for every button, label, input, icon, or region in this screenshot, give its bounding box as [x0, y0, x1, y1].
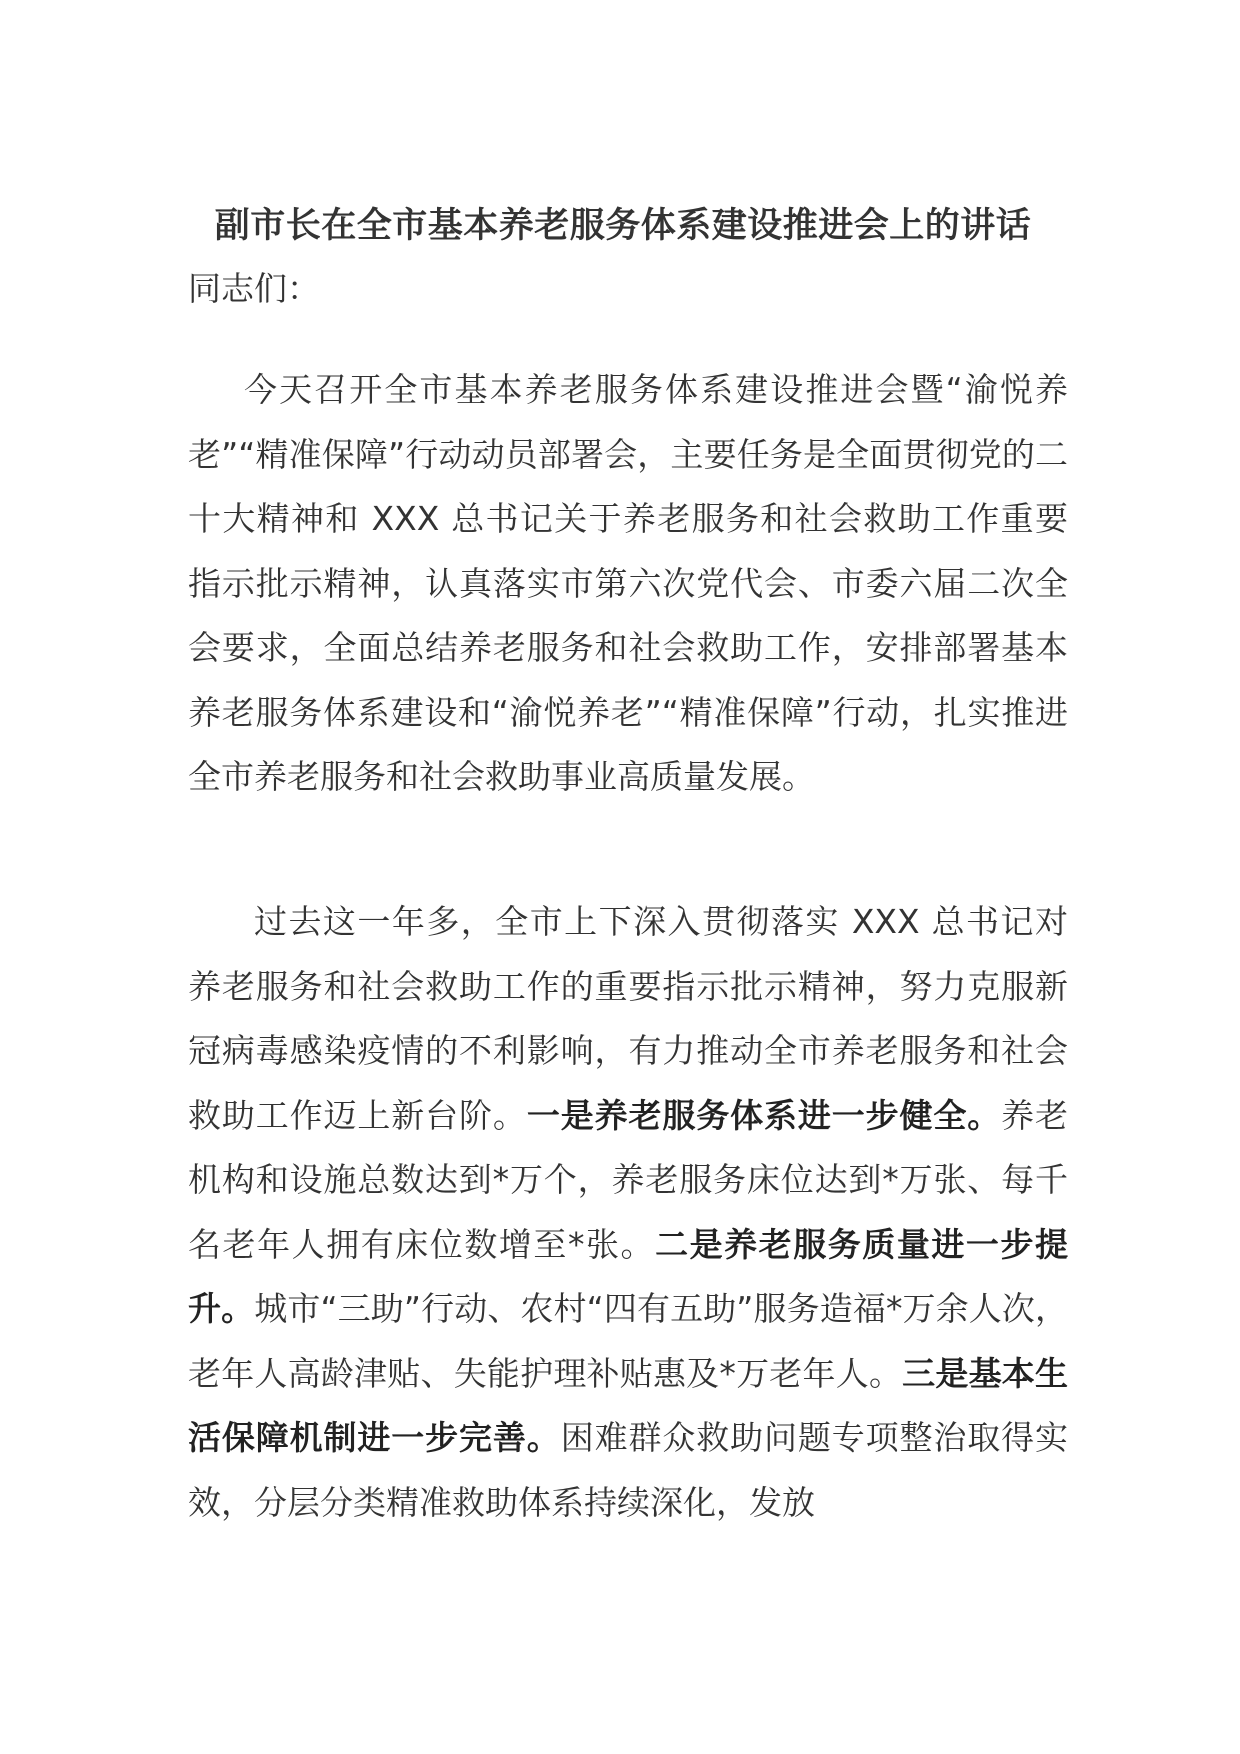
point-two-text: 城市“三助”行动、农村“四有五助”服务造福*万余人次，老年人高龄津贴、失能护理补贴惠及*万老年人。: [188, 1289, 1069, 1393]
paragraph-opening: 今天召开全市基本养老服务体系建设推进会暨“渝悦养老”“精准保障”行动动员部署会，主要任务是全面贯彻党的二十大精神和 XXX 总书记关于养老服务和社会救助工作重要指示批示精神，认真落实市第六次党代会、市委六届二次全会要求，全面总结养老服务和社会救助工作，安排部署基本养老服务体系建设和“渝悦养老”“精准保障”行动，扎实推进全市养老服务和社会救助事业高质量发展。: [188, 370, 1068, 796]
point-three-heading: 三是基本生活保障机制进一步完善。: [188, 1353, 1069, 1457]
point-two-heading: 二是养老服务质量进一步提升。: [188, 1224, 1069, 1328]
document-title: 副市长在全市基本养老服务体系建设推进会上的讲话: [214, 206, 1032, 246]
paragraph-intro-text: 过去这一年多，全市上下深入贯彻落实 XXX 总书记对养老服务和社会救助工作的重要指示批示精神，努力克服新冠病毒感染疫情的不利影响，有力推动全市养老服务和社会救助工作迈上新台阶。: [188, 902, 1068, 1135]
paragraph-achievements: [188, 890, 1068, 1535]
salutation: 同志们：: [188, 269, 320, 308]
point-one-text: 养老机构和设施总数达到*万个，养老服务床位达到*万张、每千名老年人拥有床位数增至*张。: [188, 1095, 1069, 1264]
point-three-text: 困难群众救助问题专项整治取得实效，分层分类精准救助体系持续深化，发放: [188, 1418, 1069, 1522]
point-one-heading: 一是养老服务体系进一步健全。: [526, 1095, 1002, 1135]
